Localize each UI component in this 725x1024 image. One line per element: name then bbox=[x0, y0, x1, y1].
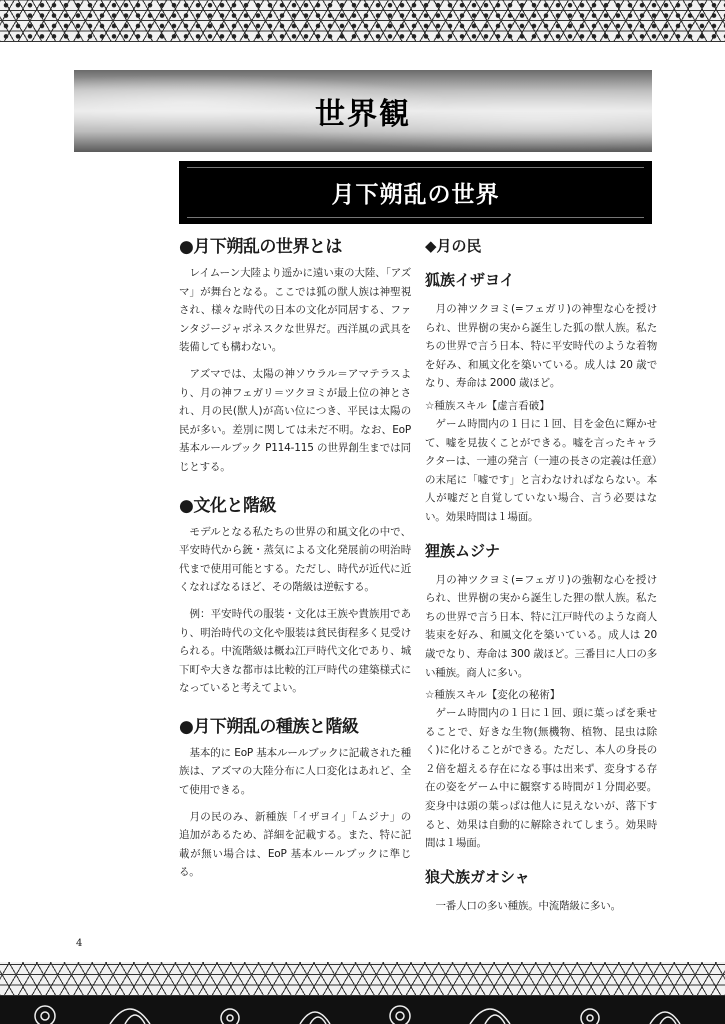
skill-title: ☆種族スキル【変化の秘術】 bbox=[425, 689, 561, 702]
race-name-gaosha: 狼犬族ガオシャ bbox=[425, 867, 530, 886]
left-column bbox=[179, 236, 411, 882]
skill-description: ゲーム時間内の１日に１回、目を金色に輝かせて、嘘を見抜くことができる。嘘を言ったキャラクターは、一連の発言（一連の長さの定義は任意）の末尾に「嘘です」と言わなければならない。本人が嘘だと自覚していない場合、言う必要はない。効果時間は１場面。 bbox=[425, 417, 657, 523]
section-title: 月下朔乱の世界 bbox=[331, 181, 500, 208]
subtitle-bar bbox=[179, 161, 652, 224]
heading-races: ●月下朔乱の種族と階級 bbox=[179, 716, 359, 737]
heading-world: ●月下朔乱の世界とは bbox=[179, 237, 342, 257]
race-name-izayoi: 狐族イザヨイ bbox=[425, 271, 515, 289]
paragraph: 例：平安時代の服装・文化は王族や貴族用であり、明治時代の文化や服装は貧民街程多く見受けられる。中流階級は概ね江戸時代文化であり、城下町や大きな都市は比較的江戸時代の建築様式になっていると考えてよい。 bbox=[179, 607, 411, 695]
page-title: 世界観 bbox=[315, 97, 411, 132]
race-description: 一番人口の多い種族。中流階級に多い。 bbox=[435, 899, 621, 912]
skill-title: ☆種族スキル【虚言看破】 bbox=[425, 399, 550, 412]
floral-pattern bbox=[0, 996, 725, 1024]
top-decorative-band bbox=[0, 0, 725, 42]
page-number: 4 bbox=[76, 938, 83, 949]
heading-culture: ●文化と階級 bbox=[179, 495, 276, 516]
paragraph: 月の民のみ、新種族「イザヨイ」「ムジナ」の追加があるため、詳細を記載する。また、特に記載が無い場合は、EoP 基本ルールブックに準じる。 bbox=[179, 810, 411, 879]
heading-moon-people: ◆月の民 bbox=[425, 237, 482, 255]
paragraph: レイムーン大陸より遥かに遠い東の大陸、「アズマ」が舞台となる。ここでは狐の獣人族は神聖視され、様々な時代の日本の文化が同居する、ファンタジージャポネスクな世界だ。西洋風の武具を装備しても構わない。 bbox=[179, 267, 411, 354]
race-description: 月の神ツクヨミ(=フェガリ)の強靭な心を授けられ、世界樹の実から誕生した狸の獣人族。私たちの世界で言う日本、特に江戸時代のような商人装束を好み、和風文化を築いている。成人は 20 歳でなり、寿命は 300 歳ほど。三番目に人口の多い種族。商人に多い。 bbox=[425, 573, 657, 679]
right-column bbox=[425, 236, 657, 915]
skill-description: ゲーム時間内の１日に１回、頭に葉っぱを乗せることで、好きな生物(無機物、植物、昆虫は除く)に化けることができる。ただし、本人の身長の２倍を超える存在になる事は出来ず、変身する存在の姿をゲーム中に観察する時間が１分間必要。変身中は頭の葉っぱは他人に見えないが、落下すると、効果は自動的に解除されてしまう。効果時間は１場面。 bbox=[425, 707, 657, 850]
title-banner bbox=[74, 70, 652, 152]
paragraph: モデルとなる私たちの世界の和風文化の中で、平安時代から銃・蒸気による文化発展前の明治時代まで使用可能とする。ただし、時代が近代に近くなればなるほど、その階級は逆転する。 bbox=[179, 525, 411, 594]
hemp-leaf-pattern bbox=[0, 962, 725, 996]
race-name-mujina: 狸族ムジナ bbox=[425, 541, 501, 560]
paragraph: アズマでは、太陽の神ソウラル＝アマテラスより、月の神フェガリ＝ツクヨミが最上位の神とされ、月の民(獣人)が高い位につき、平民は太陽の民が多い。差別に関しては未だ不明。なお、EoP 基本ルールブック P114-115 の世界創生までは同じとする。 bbox=[179, 367, 411, 473]
race-description: 月の神ツクヨミ(=フェガリ)の神聖な心を授けられ、世界樹の実から誕生した狐の獣人族。私たちの世界で言う日本、特に平安時代のような着物を好み、和風文化を築いている。成人は 20 歳でなり、寿命は 2000 歳ほど。 bbox=[425, 303, 657, 390]
paragraph: 基本的に EoP 基本ルールブックに記載された種族は、アズマの大陸分布に人口変化はあれど、全て使用できる。 bbox=[179, 746, 411, 797]
bottom-decorative-band bbox=[0, 962, 725, 1024]
